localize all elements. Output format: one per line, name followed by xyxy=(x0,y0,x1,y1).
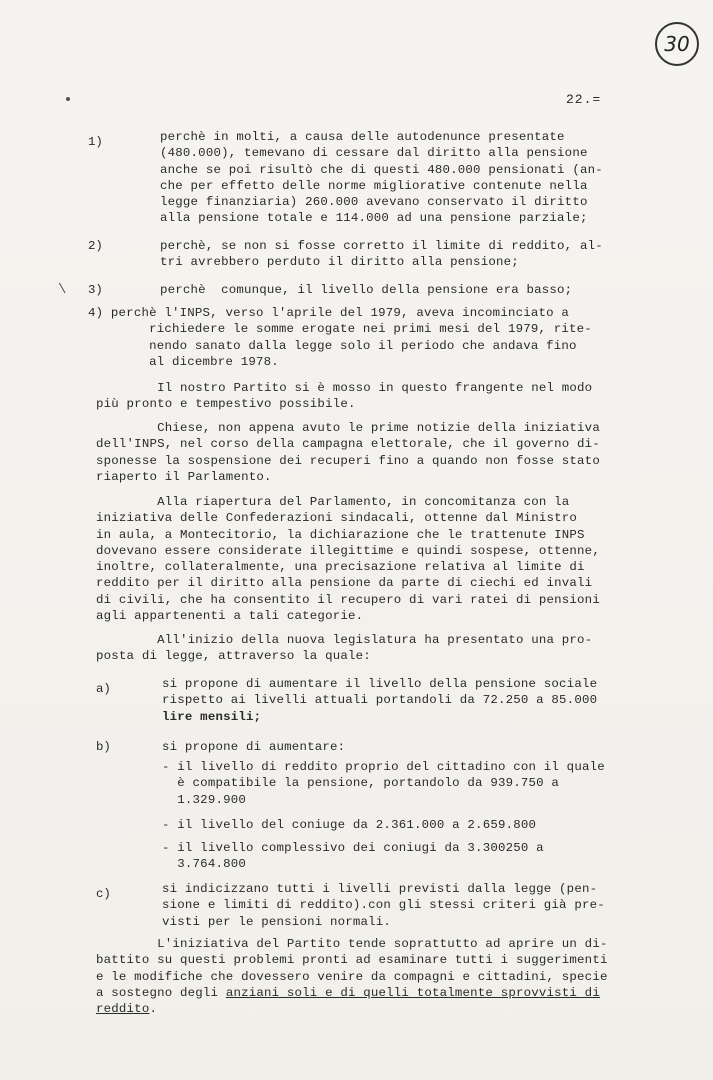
line: più pronto e tempestivo possibile. xyxy=(96,397,356,412)
margin-tick: \ xyxy=(58,282,67,298)
item-c-text xyxy=(162,881,605,930)
paragraph-3 xyxy=(96,494,600,624)
line: in aula, a Montecitorio, la dichiarazione che le trattenute INPS xyxy=(96,527,585,542)
page-stamp: 30 xyxy=(655,22,699,66)
line: perchè in molti, a causa delle autodenunce presentate xyxy=(160,130,565,144)
item-b-number: b) xyxy=(96,740,111,754)
line: alla pensione totale e 114.000 ad una pensione parziale; xyxy=(160,211,588,226)
underlined-text: reddito xyxy=(96,1002,150,1017)
line: Il nostro Partito si è mosso in questo frangente nel modo xyxy=(96,381,593,395)
line: L'iniziativa del Partito tende soprattutto ad aprire un di- xyxy=(96,937,608,951)
line: 1.329.900 xyxy=(162,792,246,807)
item-c-number: c) xyxy=(96,887,111,901)
closing-paragraph xyxy=(96,936,608,1017)
line: e le modifiche che dovessero venire da compagni e cittadini, specie xyxy=(96,969,608,984)
paragraph-4 xyxy=(96,632,592,665)
line: che per effetto delle norme migliorative contenute nella xyxy=(160,178,588,193)
line: All'inizio della nuova legislatura ha presentato una pro- xyxy=(96,633,593,647)
line: anche se poi risultò che di questi 480.000 pensionati (an- xyxy=(160,162,603,177)
line: - il livello di reddito proprio del cittadino con il quale xyxy=(162,760,605,774)
line: visti per le pensioni normali. xyxy=(162,914,392,929)
line: richiedere le somme erogate nei primi mesi del 1979, rite- xyxy=(88,322,592,337)
line: - il livello del coniuge da 2.361.000 a 2.659.800 xyxy=(162,818,537,832)
line: rispetto ai livelli attuali portandoli da 72.250 a 85.000 xyxy=(162,693,598,708)
line: Alla riapertura del Parlamento, in concomitanza con la xyxy=(96,495,570,509)
line: 3.764.800 xyxy=(162,857,246,872)
margin-mark xyxy=(66,97,70,101)
line: è compatibile la pensione, portandolo da 939.750 a xyxy=(162,776,560,791)
line: lire mensili; xyxy=(162,709,262,724)
line: 4) perchè l'INPS, verso l'aprile del 1979, aveva incominciato a xyxy=(88,306,570,320)
line: legge finanziaria) 260.000 avevano conservato il diritto xyxy=(160,195,588,210)
line: a sostegno degli xyxy=(96,985,226,1000)
paragraph-1 xyxy=(96,380,592,413)
line: iniziativa delle Confederazioni sindacali, ottenne dal Ministro xyxy=(96,511,578,526)
item-3-number: 3) xyxy=(88,283,103,297)
item-b3 xyxy=(162,840,544,873)
line: inoltre, collateralmente, una precisazione relativa al limite di xyxy=(96,560,585,575)
line: tri avrebbero perduto il diritto alla pensione; xyxy=(160,255,519,270)
line: al dicembre 1978. xyxy=(88,354,279,369)
line: nendo sanato dalla legge solo il periodo che andava fino xyxy=(88,338,577,353)
line: sione e limiti di reddito).con gli stessi criteri già pre- xyxy=(162,898,605,913)
line: sponesse la sospensione dei recuperi fino a quando non fosse stato xyxy=(96,453,600,468)
item-b-text xyxy=(162,739,345,755)
line: agli appartenenti a tali categorie. xyxy=(96,609,364,624)
item-2-number: 2) xyxy=(88,239,103,253)
line: riaperto il Parlamento. xyxy=(96,469,272,484)
item-2-text xyxy=(160,238,603,271)
item-b1 xyxy=(162,759,605,808)
item-3-text xyxy=(160,282,572,298)
line: si propone di aumentare: xyxy=(162,740,346,754)
line: reddito per il diritto alla pensione da parte di ciechi ed invali xyxy=(96,576,593,591)
line: posta di legge, attraverso la quale: xyxy=(96,649,371,664)
line: battito su questi problemi pronti ad esaminare tutti i suggerimenti xyxy=(96,953,608,968)
page-number: 22.= xyxy=(566,92,602,107)
line: (480.000), temevano di cessare dal diritto alla pensione xyxy=(160,146,588,161)
line: dovevano essere considerate illegittime e quindi sospese, ottenne, xyxy=(96,543,600,558)
underlined-text: anziani soli e di quelli totalmente sprovvisti di xyxy=(225,985,600,1000)
line: si propone di aumentare il livello della pensione sociale xyxy=(162,677,598,691)
item-b2 xyxy=(162,817,536,833)
item-1-number: 1) xyxy=(88,135,103,149)
line: perchè, se non si fosse corretto il limite di reddito, al- xyxy=(160,239,603,253)
line: . xyxy=(149,1002,158,1017)
line: Chiese, non appena avuto le prime notizie della iniziativa xyxy=(96,421,600,435)
line: perchè comunque, il livello della pensione era basso; xyxy=(160,283,573,297)
line: si indicizzano tutti i livelli previsti dalla legge (pen- xyxy=(162,882,598,896)
paragraph-2 xyxy=(96,420,600,485)
item-a-number: a) xyxy=(96,682,111,696)
line: dell'INPS, nel corso della campagna elettorale, che il governo di- xyxy=(96,437,600,452)
item-a-text xyxy=(162,676,597,725)
line: - il livello complessivo dei coniugi da 3.300250 a xyxy=(162,841,544,855)
item-4-text xyxy=(88,305,592,370)
line: di civili, che ha consentito il recupero di vari ratei di pensioni xyxy=(96,592,600,607)
item-1-text xyxy=(160,129,603,227)
